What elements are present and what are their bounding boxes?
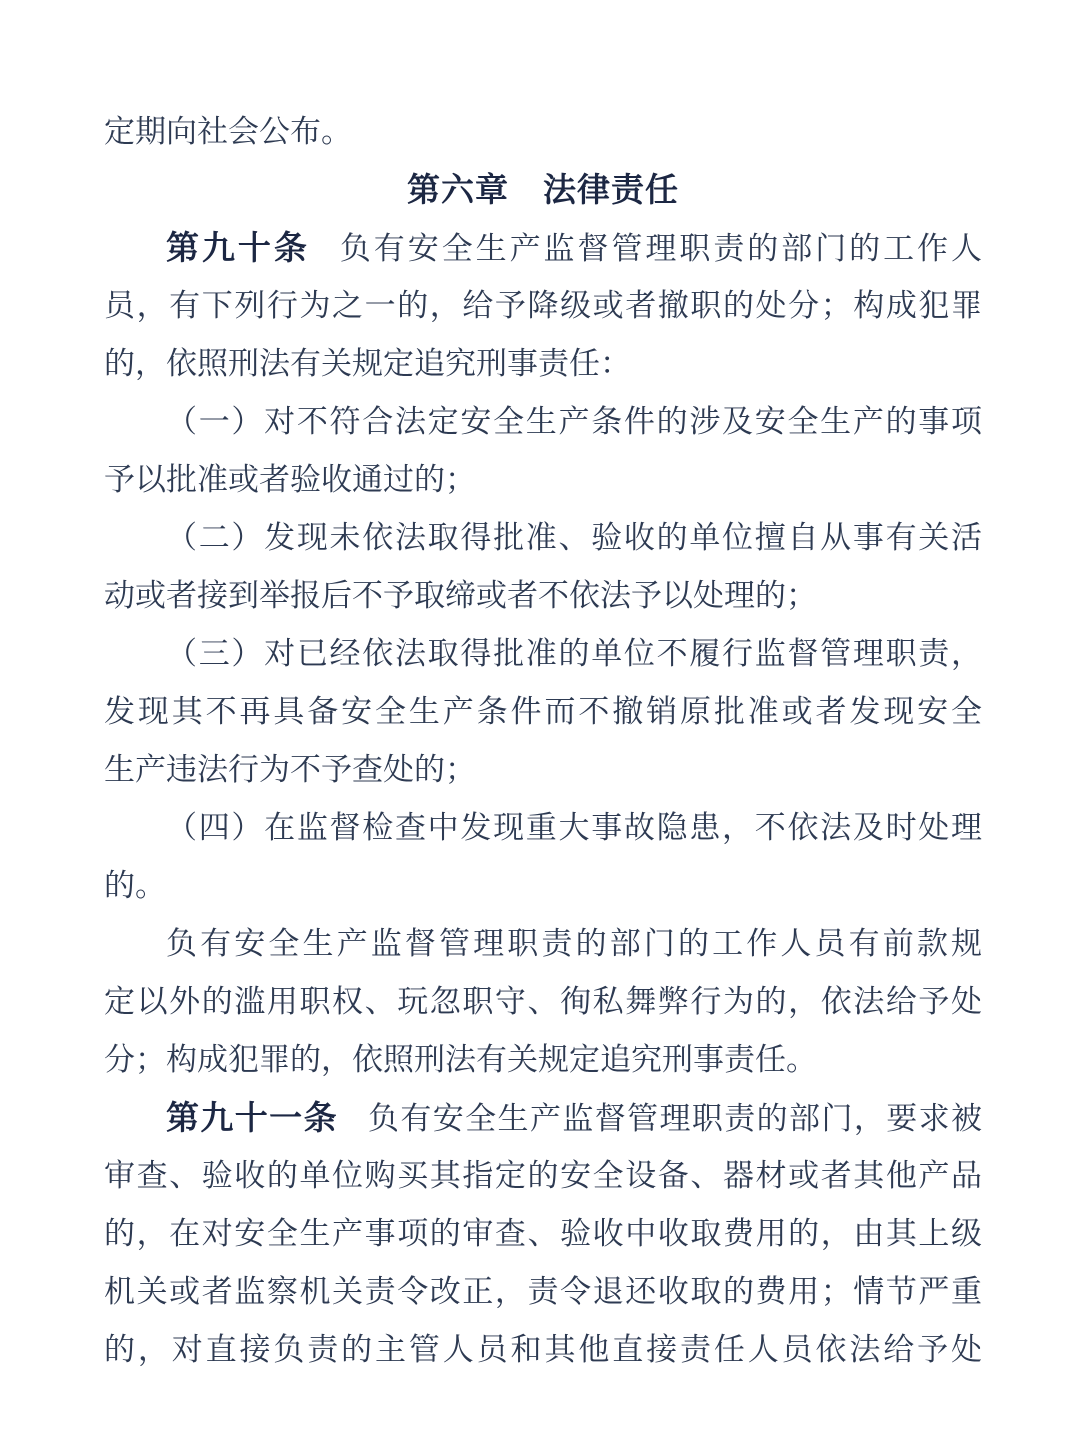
document-line-text: 负有安全生产监督管理职责的部门的工作人 — [339, 231, 982, 266]
document-line: 的。 — [104, 868, 166, 903]
document-line — [104, 219, 982, 277]
document-line: 予以批准或者验收通过的； — [104, 462, 476, 497]
document-line: （一）对不符合法定安全生产条件的涉及安全生产的事项 — [166, 404, 982, 439]
document-line: 分；构成犯罪的，依照刑法有关规定追究刑事责任。 — [104, 1042, 817, 1077]
document-line: 员，有下列行为之一的，给予降级或者撤职的处分；构成犯罪 — [104, 288, 982, 323]
document-line: 定以外的滥用职权、玩忽职守、徇私舞弊行为的，依法给予处 — [104, 984, 982, 1019]
article-90-number: 第九十条 — [166, 229, 310, 266]
document-line: 定期向社会公布。 — [104, 114, 352, 149]
document-line: 的，依照刑法有关规定追究刑事责任： — [104, 346, 631, 381]
document-line: 审查、验收的单位购买其指定的安全设备、器材或者其他产品 — [104, 1158, 982, 1193]
document-line: 的，对直接负责的主管人员和其他直接责任人员依法给予处 — [104, 1332, 982, 1367]
article-91 — [104, 1089, 982, 1379]
article-91-number: 第九十一条 — [166, 1099, 338, 1136]
document-line: （二）发现未依法取得批准、验收的单位擅自从事有关活 — [166, 520, 982, 555]
document-line: 动或者接到举报后不予取缔或者不依法予以处理的； — [104, 578, 817, 613]
document-line: （四）在监督检查中发现重大事故隐患，不依法及时处理 — [166, 810, 982, 845]
chapter-heading: 第六章 法律责任 — [407, 171, 679, 208]
document-line: 负有安全生产监督管理职责的部门的工作人员有前款规 — [166, 926, 982, 961]
article-90 — [104, 219, 982, 1089]
document-line: 生产违法行为不予查处的； — [104, 752, 476, 787]
document-line: （三）对已经依法取得批准的单位不履行监督管理职责， — [166, 636, 982, 671]
document-line: 机关或者监察机关责令改正，责令退还收取的费用；情节严重 — [104, 1274, 982, 1309]
document-line-text: 负有安全生产监督管理职责的部门，要求被 — [367, 1101, 982, 1136]
document-line: 发现其不再具备安全生产条件而不撤销原批准或者发现安全 — [104, 694, 982, 729]
document-line — [104, 1089, 982, 1147]
document-line: 的，在对安全生产事项的审查、验收中收取费用的，由其上级 — [104, 1216, 982, 1251]
